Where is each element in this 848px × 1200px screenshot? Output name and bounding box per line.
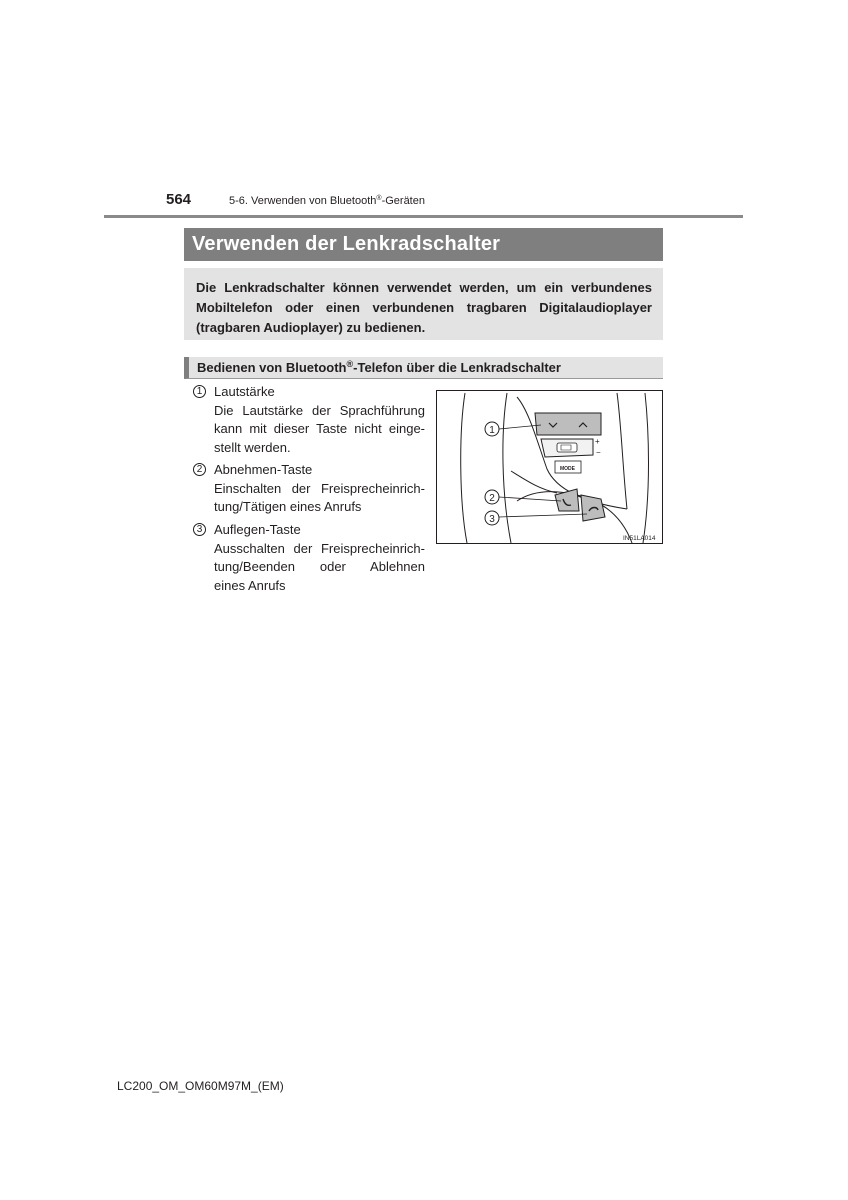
page-number: 564 bbox=[166, 191, 192, 208]
wheel-rim-outer bbox=[461, 393, 467, 543]
item-text-line: Die Lautstärke der Sprachführung bbox=[214, 402, 425, 418]
item-number: 2 bbox=[193, 463, 206, 476]
list-item bbox=[193, 521, 425, 595]
footer-code: LC200_OM_OM60M97M_(EM) bbox=[117, 1079, 284, 1093]
item-text-line: stellt werden. bbox=[214, 439, 291, 455]
subheading-prefix: Bedienen von Bluetooth bbox=[197, 360, 347, 375]
section-suffix: -Geräten bbox=[381, 195, 425, 207]
item-title: Lautstärke bbox=[214, 384, 275, 399]
item-text-line: eines Anrufs bbox=[214, 577, 286, 593]
subheading bbox=[184, 357, 663, 379]
volume-switch bbox=[535, 413, 601, 435]
registered-mark: ® bbox=[346, 359, 354, 369]
steering-wheel-switch-illustration bbox=[437, 391, 662, 543]
item-title: Abnehmen-Taste bbox=[214, 462, 313, 477]
minus-label: − bbox=[596, 448, 601, 457]
intro-box bbox=[184, 268, 663, 340]
page-title: Verwenden der Lenkradschalter bbox=[184, 228, 663, 261]
item-number: 3 bbox=[193, 523, 206, 536]
item-text-line: Ausschalten der Freisprecheinrich- bbox=[214, 540, 425, 556]
figure-code: IN51LA014 bbox=[623, 535, 656, 542]
plus-label: + bbox=[595, 437, 600, 446]
subheading-suffix: -Telefon über die Lenkradschalter bbox=[353, 360, 561, 375]
list-item bbox=[193, 461, 425, 517]
list-item bbox=[193, 383, 425, 457]
intro-line: Mobiltelefon oder einen verbundenen tragbaren Digitalaudioplayer bbox=[196, 300, 652, 315]
item-text-line: tung/Beenden oder Ablehnen bbox=[214, 559, 425, 574]
steering-wheel-figure bbox=[436, 390, 663, 544]
item-number: 1 bbox=[193, 385, 206, 398]
intro-line: Die Lenkradschalter können verwendet werden, um ein verbundenes bbox=[196, 280, 652, 295]
item-text-line: tung/Tätigen eines Anrufs bbox=[214, 499, 362, 514]
registered-mark: ® bbox=[376, 195, 382, 202]
mode-label: MODE bbox=[560, 466, 575, 472]
intro-line: (tragbaren Audioplayer) zu bedienen. bbox=[196, 320, 426, 335]
wheel-rim-inner bbox=[503, 393, 511, 543]
section-reference bbox=[229, 195, 425, 207]
header-rule bbox=[104, 215, 743, 218]
item-text-line: kann mit dieser Taste nicht einge- bbox=[214, 421, 425, 436]
section-prefix: 5-6. Verwenden von Bluetooth bbox=[229, 195, 377, 207]
callout-3-label: 3 bbox=[489, 514, 495, 525]
callout-2-label: 2 bbox=[489, 493, 495, 504]
item-text-line: Einschalten der Freisprecheinrich- bbox=[214, 480, 425, 496]
item-title: Auflegen-Taste bbox=[214, 522, 301, 537]
callout-1-label: 1 bbox=[489, 425, 495, 436]
